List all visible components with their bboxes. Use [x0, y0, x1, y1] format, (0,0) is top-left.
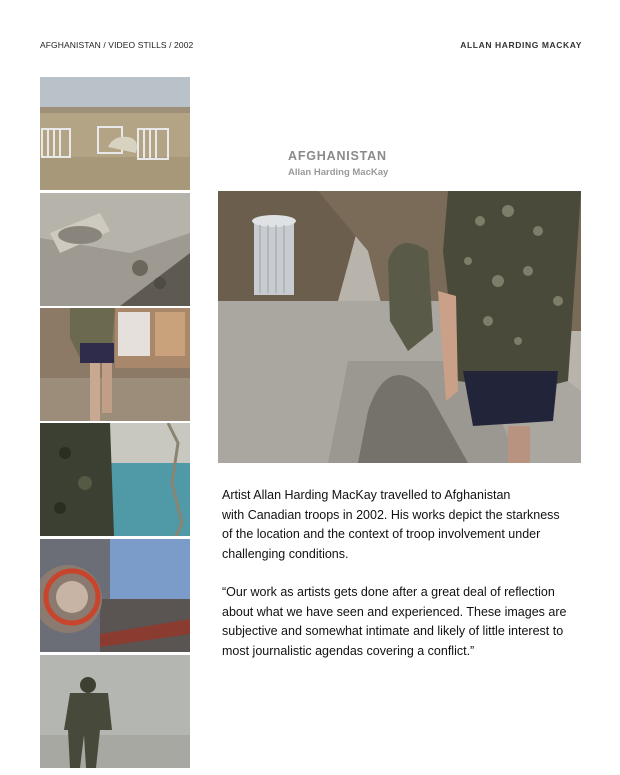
artist-subtitle: Allan Harding MacKay	[288, 167, 389, 178]
video-still-beds-desert	[40, 77, 190, 190]
video-still-dust	[40, 655, 190, 768]
page-title: AFGHANISTAN	[288, 149, 387, 163]
artist-quote: “Our work as artists gets done after a great deal of reflection about what we have seen and experienced. These images are subjective and somewhat intimate and likely of little interest to most journalistic agendas covering a conflict.”	[222, 585, 567, 658]
video-still-doorway	[40, 308, 190, 421]
video-still-soldier-wall	[40, 423, 190, 536]
section-label: AFGHANISTAN / VIDEO STILLS / 2002	[40, 40, 194, 50]
video-still-rubble	[40, 193, 190, 306]
body-text	[222, 486, 587, 661]
video-still-goggles	[40, 539, 190, 652]
main-video-still	[218, 191, 581, 463]
intro-paragraph: Artist Allan Harding MacKay travelled to Afghanistan with Canadian troops in 2002. His works depict the starkness of the location and the context of troop involvement under challenging conditions.	[222, 488, 560, 561]
artist-name-header: ALLAN HARDING MACKAY	[460, 40, 582, 50]
title-block	[288, 149, 388, 178]
